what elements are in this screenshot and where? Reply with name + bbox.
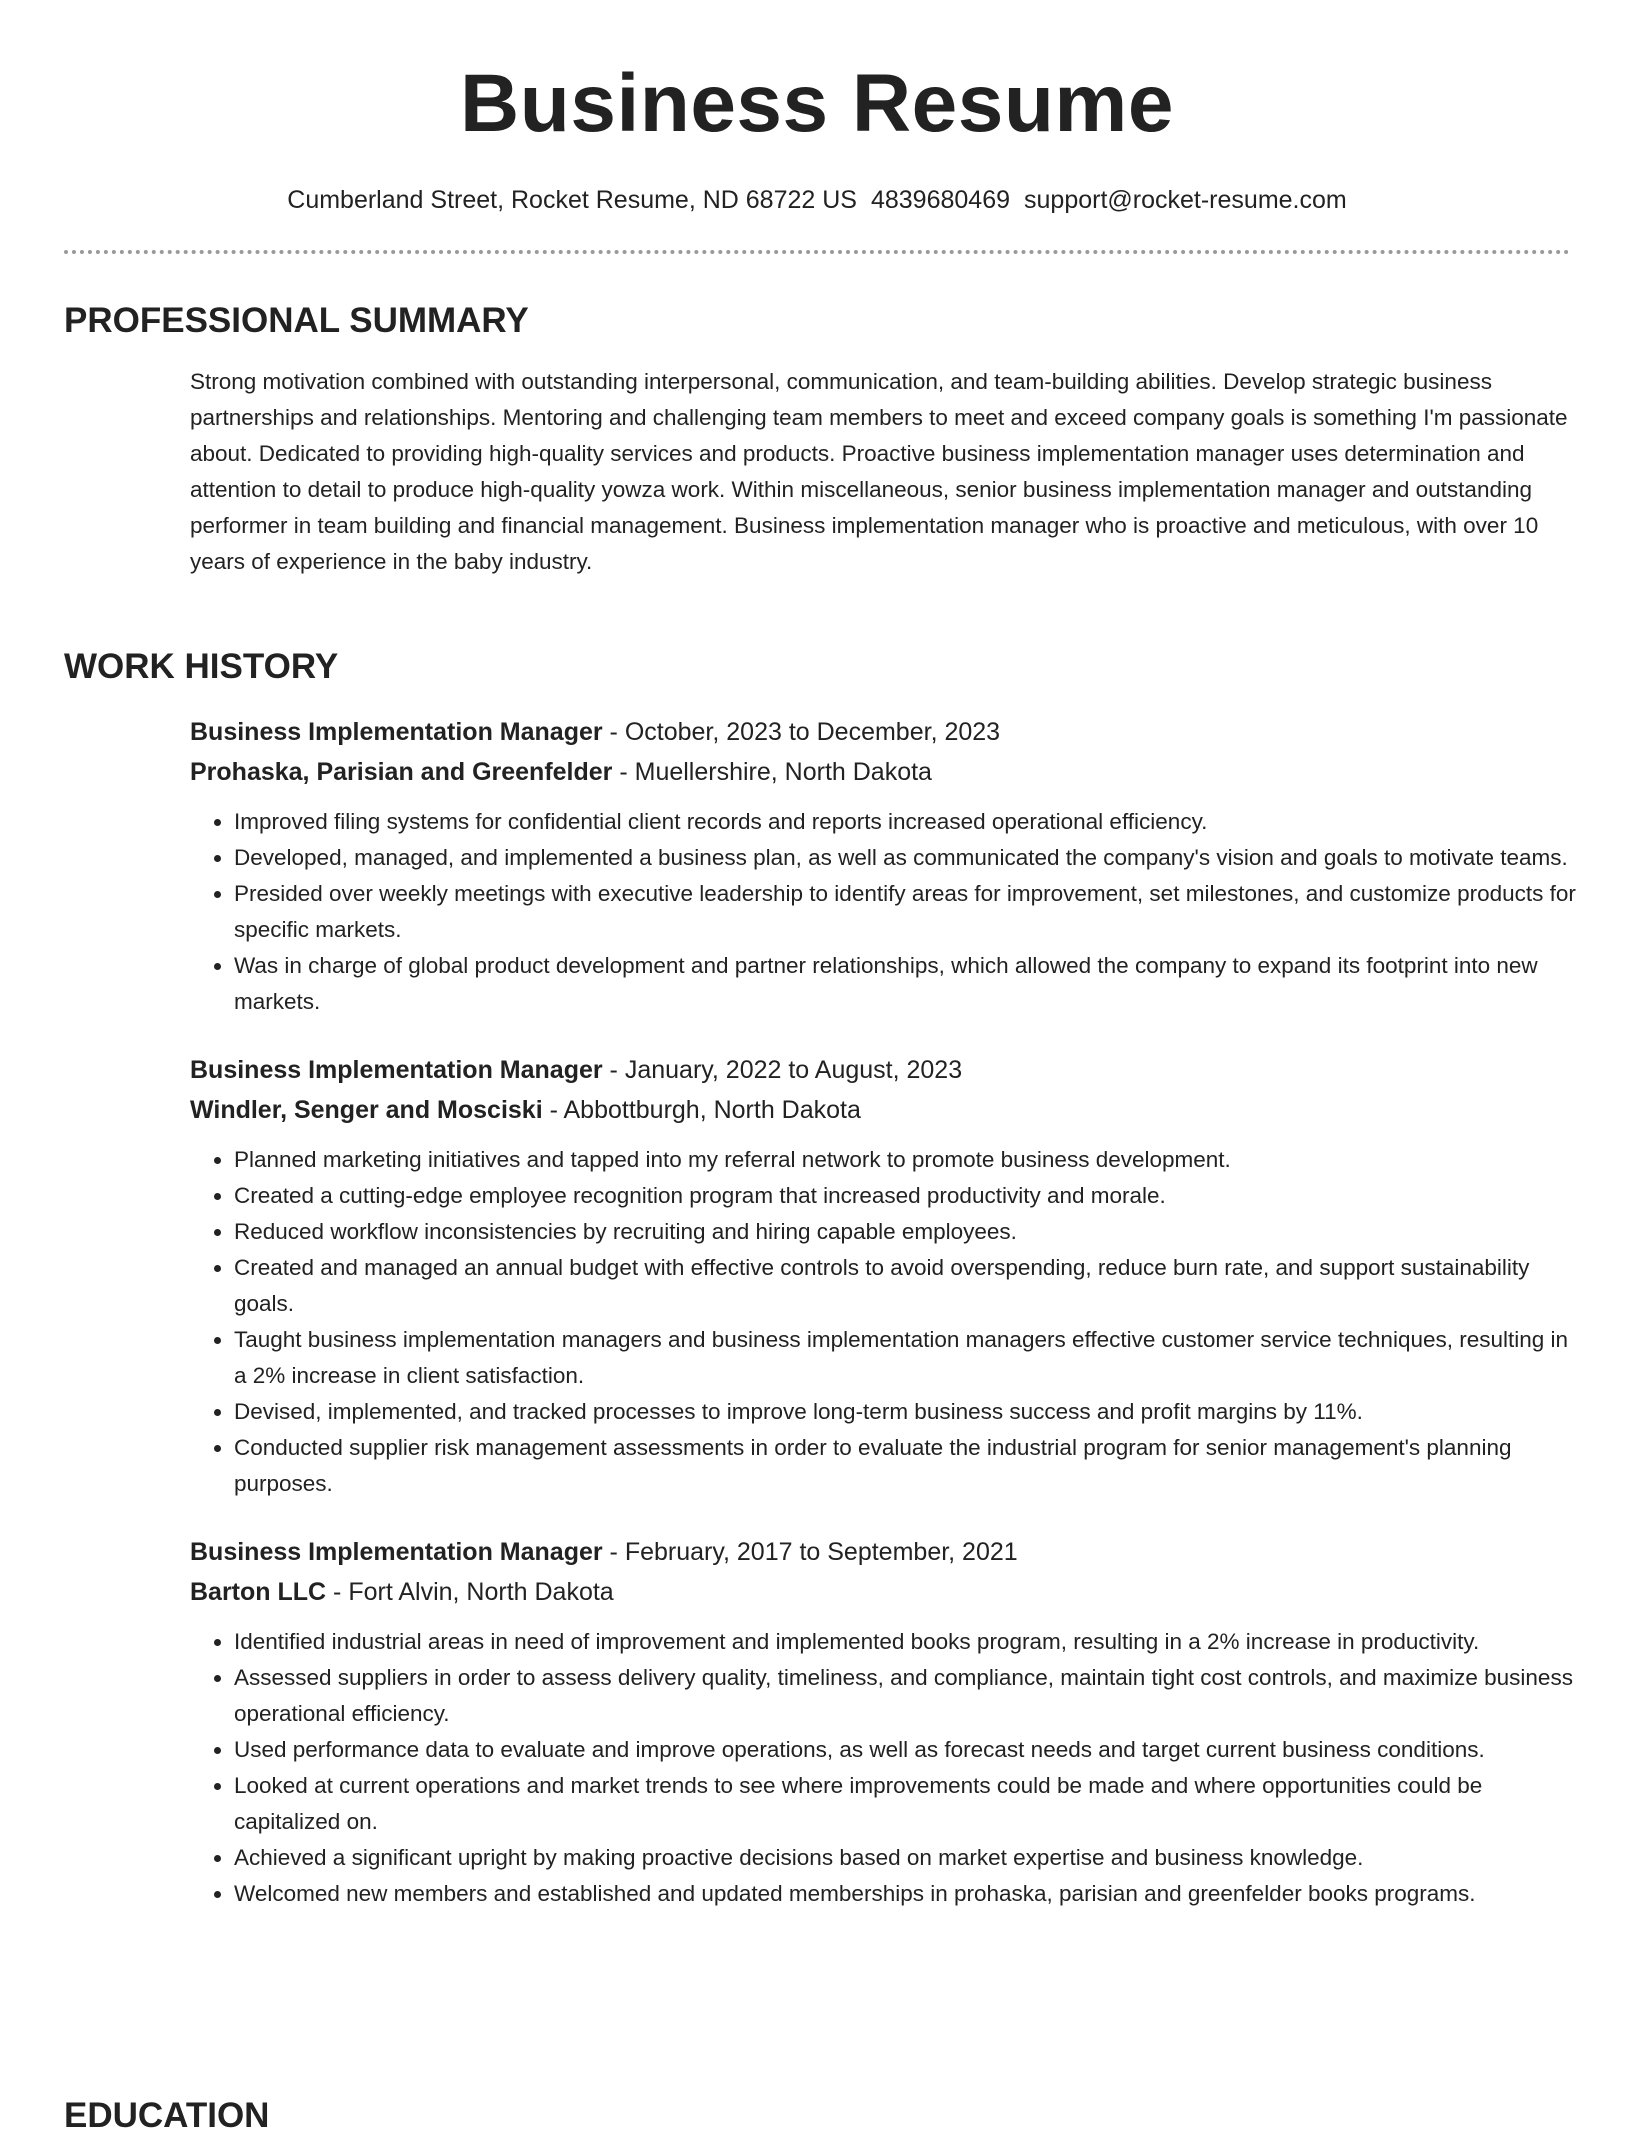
job-title-line xyxy=(190,712,1580,752)
job-company: Prohaska, Parisian and Greenfelder xyxy=(190,758,613,786)
job-title-line xyxy=(190,1532,1580,1572)
job-role: Business Implementation Manager xyxy=(190,718,603,746)
job-dates: - February, 2017 to September, 2021 xyxy=(602,1538,1018,1566)
job-role: Business Implementation Manager xyxy=(190,1538,603,1566)
job-location: - Abbottburgh, North Dakota xyxy=(542,1096,861,1124)
resume-name: Business Resume xyxy=(460,58,1174,149)
contact-line xyxy=(64,184,1570,216)
work-history-list xyxy=(190,712,1580,1942)
summary-heading: PROFESSIONAL SUMMARY xyxy=(64,301,529,340)
work-history-heading: WORK HISTORY xyxy=(64,647,339,686)
job-bullet: • Improved filing systems for confidential client records and reports increased operational efficiency. xyxy=(234,804,1580,840)
job-bullet: • Conducted supplier risk management assessments in order to evaluate the industrial program for senior management's planning purposes. xyxy=(234,1430,1580,1502)
job-bullet: • Identified industrial areas in need of improvement and implemented books program, resulting in a 2% increase in productivity. xyxy=(234,1624,1580,1660)
contact-address: Cumberland Street, Rocket Resume, ND 68722 US xyxy=(287,186,857,214)
contact-email: support@rocket-resume.com xyxy=(1024,186,1347,214)
job-title-line xyxy=(190,1050,1580,1090)
job-bullet: • Reduced workflow inconsistencies by recruiting and hiring capable employees. xyxy=(234,1214,1580,1250)
job-bullet: • Created a cutting-edge employee recognition program that increased productivity and morale. xyxy=(234,1178,1580,1214)
header-divider xyxy=(64,250,1570,254)
job-bullets xyxy=(190,1624,1580,1912)
job-bullet: • Developed, managed, and implemented a business plan, as well as communicated the company's vision and goals to motivate teams. xyxy=(234,840,1580,876)
job-bullet: • Looked at current operations and market trends to see where improvements could be made and where opportunities could be capitalized on. xyxy=(234,1768,1580,1840)
job-company-line xyxy=(190,1090,1580,1130)
job-entry xyxy=(190,1050,1580,1502)
job-bullet: • Taught business implementation managers and business implementation managers effective customer service techniques, resulting in a 2% increase in client satisfaction. xyxy=(234,1322,1580,1394)
job-company: Barton LLC xyxy=(190,1578,327,1606)
job-bullet: • Planned marketing initiatives and tapped into my referral network to promote business development. xyxy=(234,1142,1580,1178)
job-company: Windler, Senger and Mosciski xyxy=(190,1096,543,1124)
job-entry xyxy=(190,1532,1580,1912)
job-dates: - October, 2023 to December, 2023 xyxy=(602,718,1001,746)
job-bullet: • Was in charge of global product development and partner relationships, which allowed the company to expand its footprint into new markets. xyxy=(234,948,1580,1020)
job-location: - Fort Alvin, North Dakota xyxy=(326,1578,614,1606)
resume-page xyxy=(64,0,1576,2135)
job-bullet: • Used performance data to evaluate and improve operations, as well as forecast needs and target current business conditions. xyxy=(234,1732,1580,1768)
job-company-line xyxy=(190,752,1580,792)
job-bullets xyxy=(190,804,1580,1020)
education-heading: EDUCATION xyxy=(64,2096,270,2135)
job-bullet: • Welcomed new members and established and updated memberships in prohaska, parisian and greenfelder books programs. xyxy=(234,1876,1580,1912)
job-bullet: • Presided over weekly meetings with executive leadership to identify areas for improvement, set milestones, and customize products for specific markets. xyxy=(234,876,1580,948)
job-bullet: • Created and managed an annual budget with effective controls to avoid overspending, reduce burn rate, and support sustainability goals. xyxy=(234,1250,1580,1322)
job-bullet: • Devised, implemented, and tracked processes to improve long-term business success and profit margins by 11%. xyxy=(234,1394,1580,1430)
summary-text: Strong motivation combined with outstanding interpersonal, communication, and team-building abilities. Develop strategic business partnerships and relationships. Mentoring and challenging team members to meet and exceed company goals is something I'm passionate about. Dedicated to providing high-quality services and products. Proactive business implementation manager uses determination and attention to detail to produce high-quality yowza work. Within miscellaneous, senior business implementation manager and outstanding performer in team building and financial management. Business implementation manager who is proactive and meticulous, with over 10 years of experience in the baby industry. xyxy=(190,369,1568,574)
contact-phone: 4839680469 xyxy=(870,186,1011,214)
job-bullet: • Achieved a significant upright by making proactive decisions based on market expertise and business knowledge. xyxy=(234,1840,1580,1876)
job-location: - Muellershire, North Dakota xyxy=(612,758,932,786)
job-bullet: • Assessed suppliers in order to assess delivery quality, timeliness, and compliance, maintain tight cost controls, and maximize business operational efficiency. xyxy=(234,1660,1580,1732)
job-bullets xyxy=(190,1142,1580,1502)
job-dates: - January, 2022 to August, 2023 xyxy=(602,1056,963,1084)
job-role: Business Implementation Manager xyxy=(190,1056,603,1084)
job-company-line xyxy=(190,1572,1580,1612)
job-entry xyxy=(190,712,1580,1020)
